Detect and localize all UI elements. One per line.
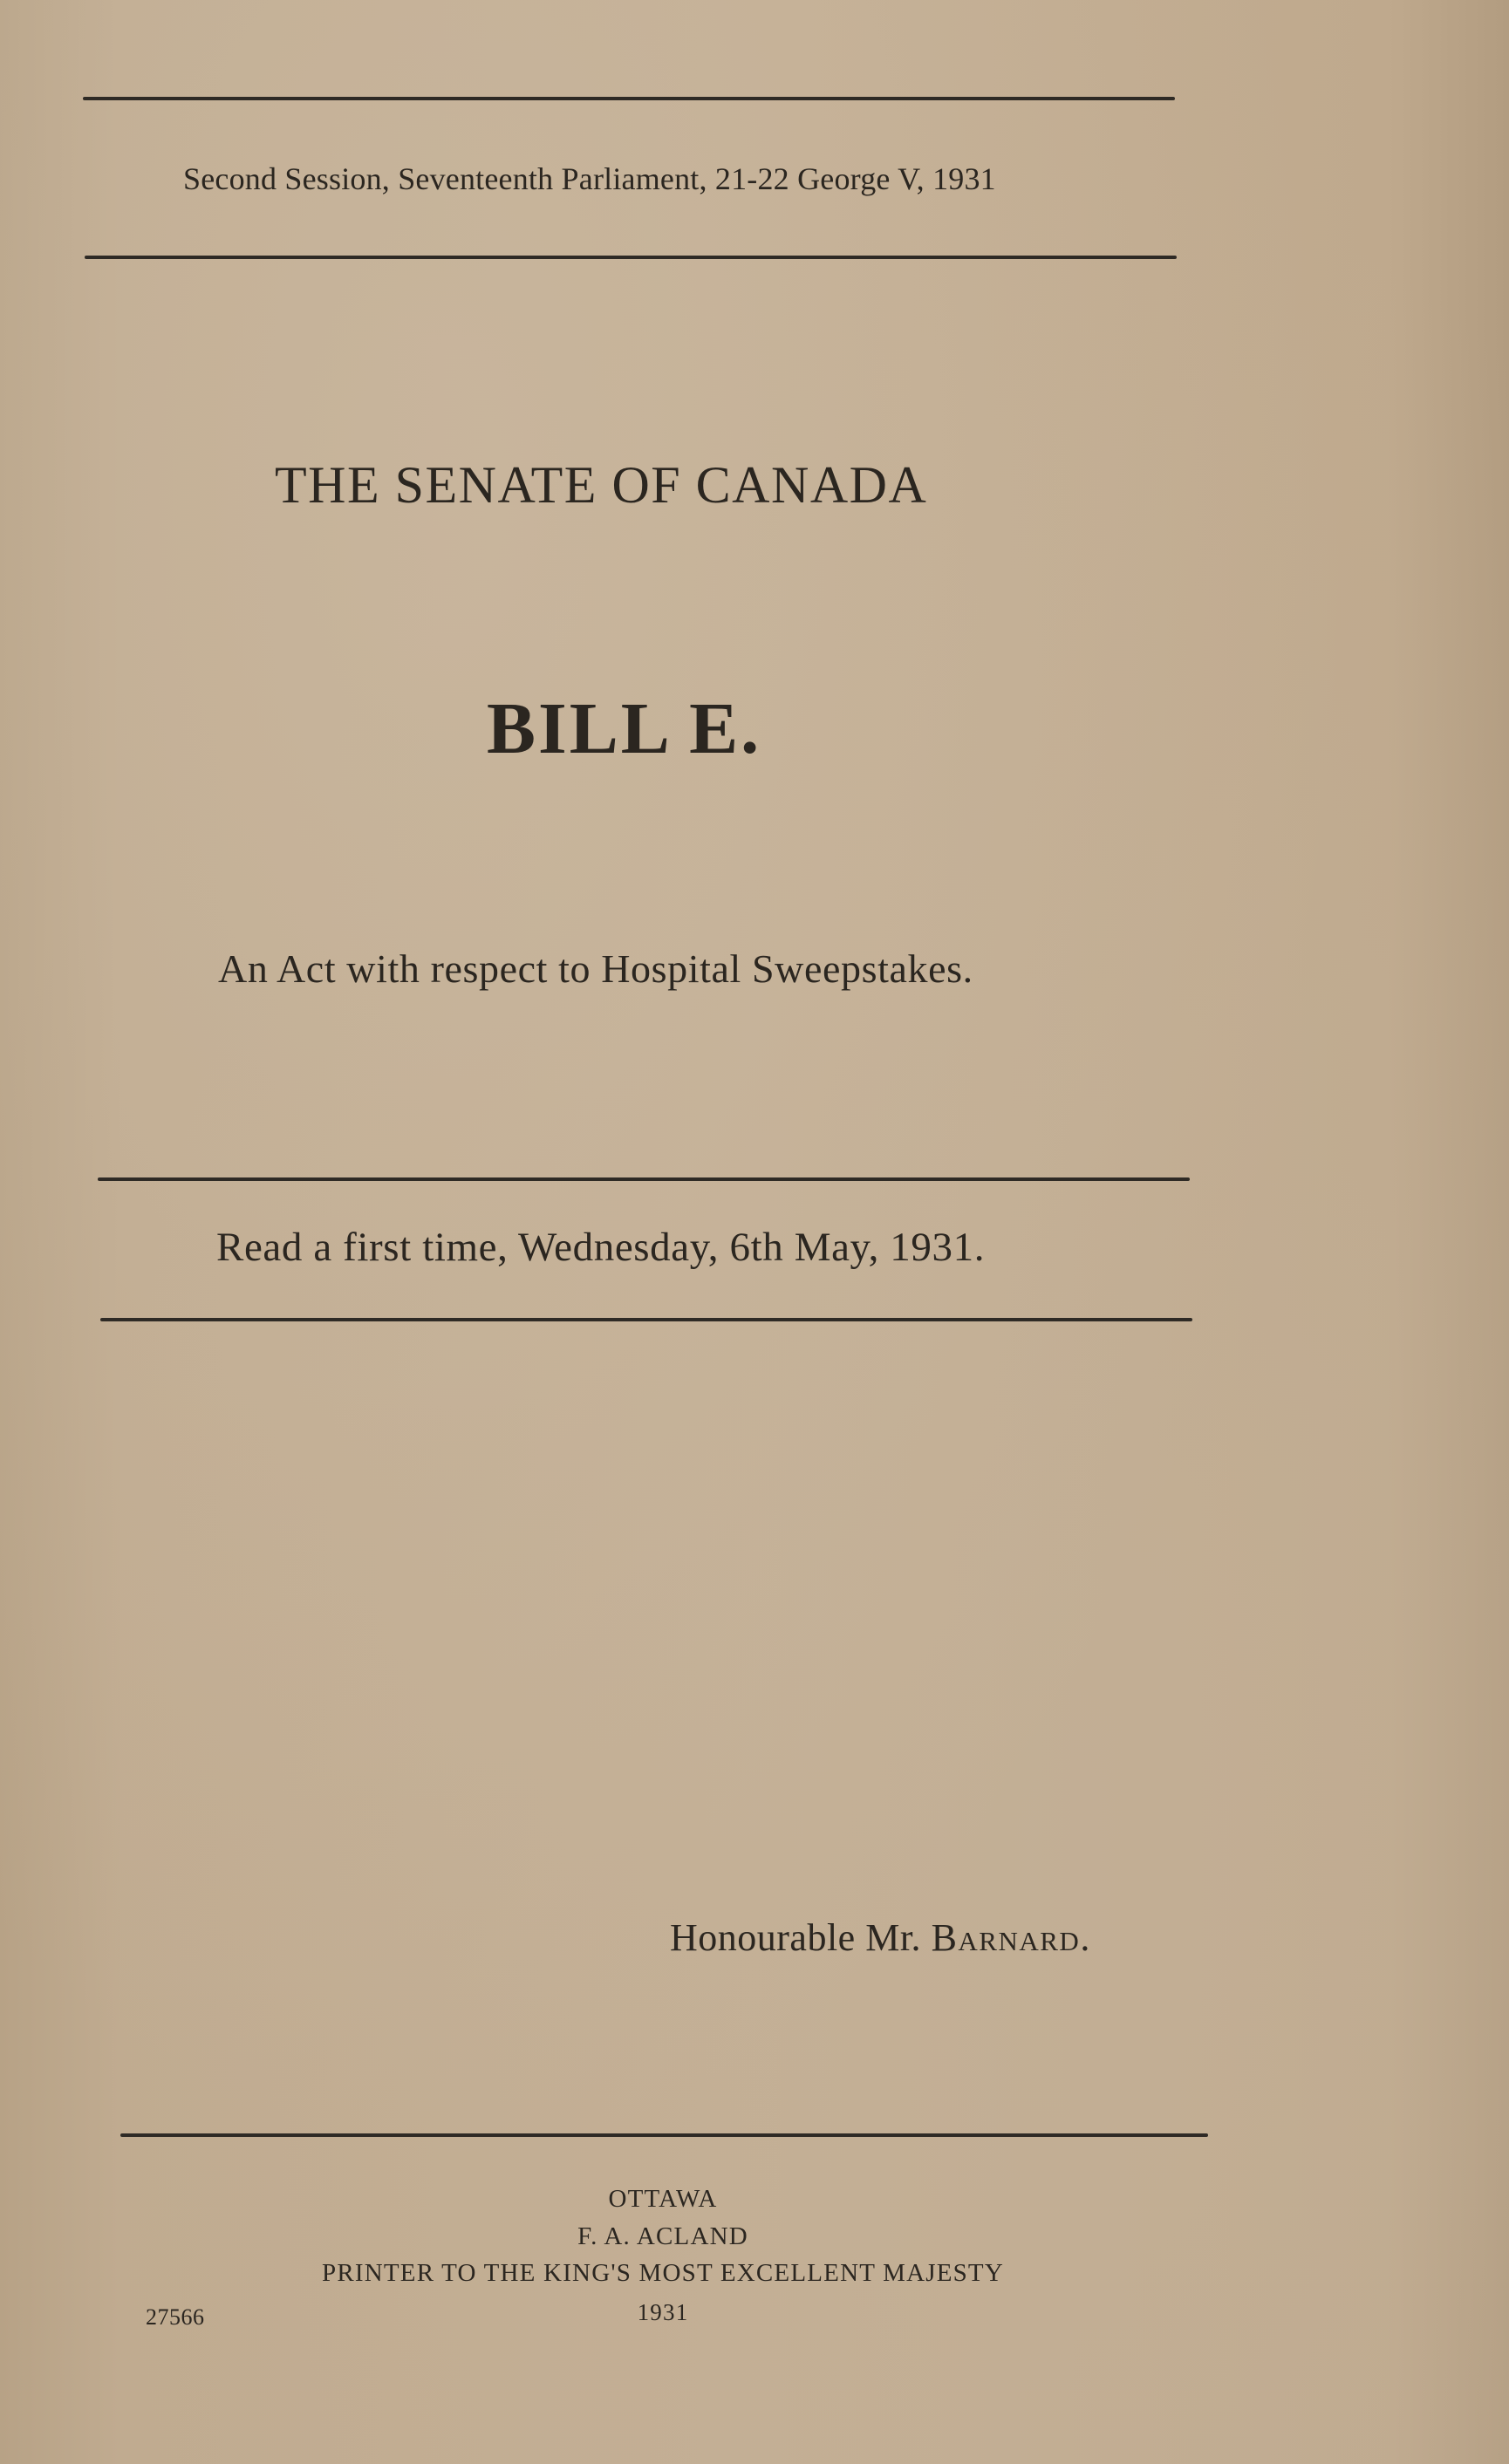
sponsor-line xyxy=(670,1915,1090,1960)
imprint-year: 1931 xyxy=(637,2299,689,2325)
print-number: 27566 xyxy=(146,2304,205,2330)
reading-top-rule xyxy=(98,1177,1190,1181)
act-title: An Act with respect to Hospital Sweepstakes. xyxy=(218,946,973,991)
chamber-title: THE SENATE OF CANADA xyxy=(275,456,928,514)
top-rule xyxy=(83,97,1175,100)
sponsor-name: Barnard xyxy=(931,1916,1081,1959)
bill-title: BILL E. xyxy=(487,688,762,769)
imprint-city: OTTAWA xyxy=(608,2185,718,2213)
session-line: Second Session, Seventeenth Parliament, 21-22 George V, 1931 xyxy=(183,161,996,196)
header-bottom-rule xyxy=(85,256,1177,259)
reading-line: Read a first time, Wednesday, 6th May, 1931. xyxy=(216,1225,986,1270)
imprint-printer: F. A. ACLAND xyxy=(577,2222,748,2250)
sponsor-prefix: Honourable Mr. xyxy=(670,1916,932,1959)
imprint-rule xyxy=(120,2133,1208,2137)
reading-bottom-rule xyxy=(100,1318,1192,1321)
imprint-printer-title: PRINTER TO THE KING'S MOST EXCELLENT MAJESTY xyxy=(322,2259,1004,2287)
sponsor-suffix: . xyxy=(1080,1916,1090,1959)
